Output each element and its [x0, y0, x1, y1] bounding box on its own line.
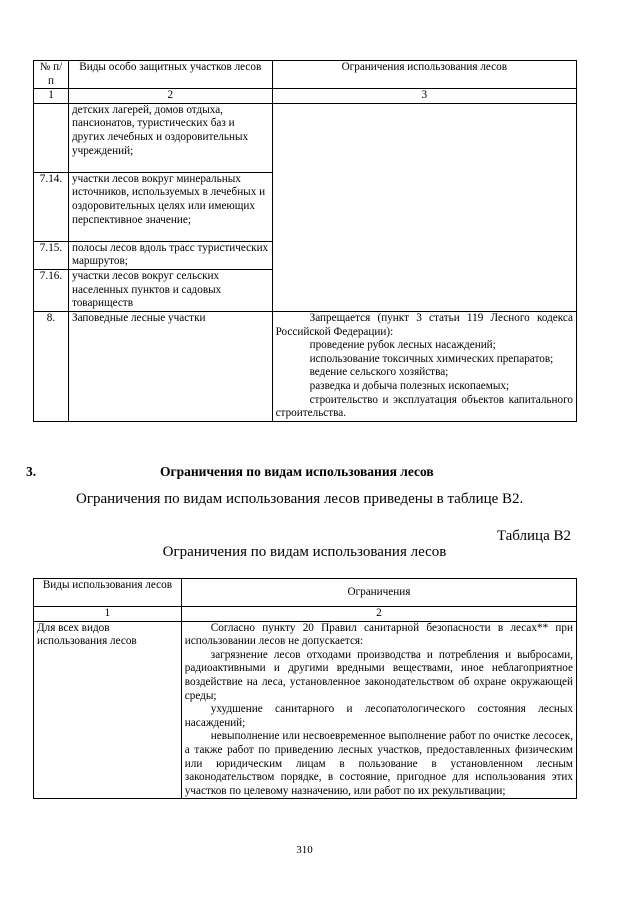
row-type: полосы лесов вдоль трасс туристических маршрутов; — [68, 241, 272, 269]
row-num: 7.14. — [34, 172, 69, 241]
row-type: участки лесов вокруг минеральных источников, используемых в лечебных и оздоровительных целях или имеющих перспективное значение; — [68, 172, 272, 241]
header-type: Виды особо защитных участков лесов — [68, 61, 272, 89]
restriction-item: невыполнение или несвоевременное выполнение работ по очистке лесосек, а также работ по приведению лесных участков, предоставленных физическим или юридическим лицам в пользование в установленном лесным законодательством порядке, в состояние, пригодное для использования этих участков по целевому назначению, или работ по их рекультивации; — [184, 730, 573, 797]
row-num: 7.16. — [34, 269, 69, 311]
row-type: Заповедные лесные участки — [68, 311, 272, 421]
paragraph: Ограничения по видам использования лесов приведены в таблице В2. — [76, 491, 524, 507]
page-number: 310 — [296, 844, 313, 856]
restriction-intro: Запрещается (пункт 3 статьи 119 Лесного кодекса Российской Федерации): — [275, 311, 573, 338]
row-num: 8. — [34, 311, 69, 421]
header-restrictions: Ограничения — [181, 579, 576, 607]
section-title: Ограничения по видам использования лесов — [160, 464, 434, 479]
table-title: Ограничения по видам использования лесов — [162, 544, 447, 560]
table-restrictions — [33, 578, 577, 799]
colnum: 2 — [68, 89, 272, 104]
restriction-item: проведение рубок лесных насаждений; — [309, 339, 496, 352]
table-forest-areas — [33, 60, 577, 422]
table-row — [34, 621, 577, 799]
table-row — [34, 103, 577, 172]
colnum: 1 — [34, 607, 182, 622]
restrictions-cell — [181, 621, 576, 799]
colnum: 2 — [181, 607, 576, 622]
row-num: 7.15. — [34, 241, 69, 269]
table-header-row — [34, 579, 577, 607]
table-row — [34, 311, 577, 421]
row-usage-type: Для всех видов использования лесов — [34, 621, 182, 799]
restriction-item: загрязнение лесов отходами производства и потребления и выбросами, радиоактивными и другими вредными веществами, иное неблагоприятное воздействие на леса, установленное законодательством об охране окружающей среды; — [184, 648, 573, 702]
restriction-item: ведение сельского хозяйства; — [309, 366, 449, 379]
restriction-item: строительство и эксплуатация объектов капитального строительства. — [275, 393, 573, 420]
header-restriction: Ограничения использования лесов — [272, 61, 576, 89]
table-colnum-row — [34, 89, 577, 104]
header-num: № п/п — [34, 61, 69, 89]
restrictions-intro: Согласно пункту 20 Правил санитарной безопасности в лесах** при использовании лесов не допускается: — [184, 621, 573, 648]
restriction-item: ухудшение санитарного и лесопатологического состояния лесных насаждений; — [184, 703, 573, 729]
restriction-item: разведка и добыча полезных ископаемых; — [309, 379, 510, 392]
table-colnum-row — [34, 607, 577, 622]
empty-restriction-cell — [272, 103, 576, 311]
row-num — [34, 103, 69, 172]
row-type: детских лагерей, домов отдыха, пансионатов, туристических баз и других лечебных и оздоровительных учреждений; — [68, 103, 272, 172]
colnum: 3 — [272, 89, 576, 104]
table-label: Таблица В2 — [496, 528, 571, 544]
restriction-cell — [272, 311, 576, 421]
header-usage-type: Виды использования лесов — [34, 579, 182, 607]
restriction-item: использование токсичных химических препаратов; — [309, 352, 554, 365]
row-type: участки лесов вокруг сельских населенных пунктов и садовых товариществ — [68, 269, 272, 311]
colnum: 1 — [34, 89, 69, 104]
table-header-row — [34, 61, 577, 89]
section-number: 3. — [26, 464, 37, 479]
